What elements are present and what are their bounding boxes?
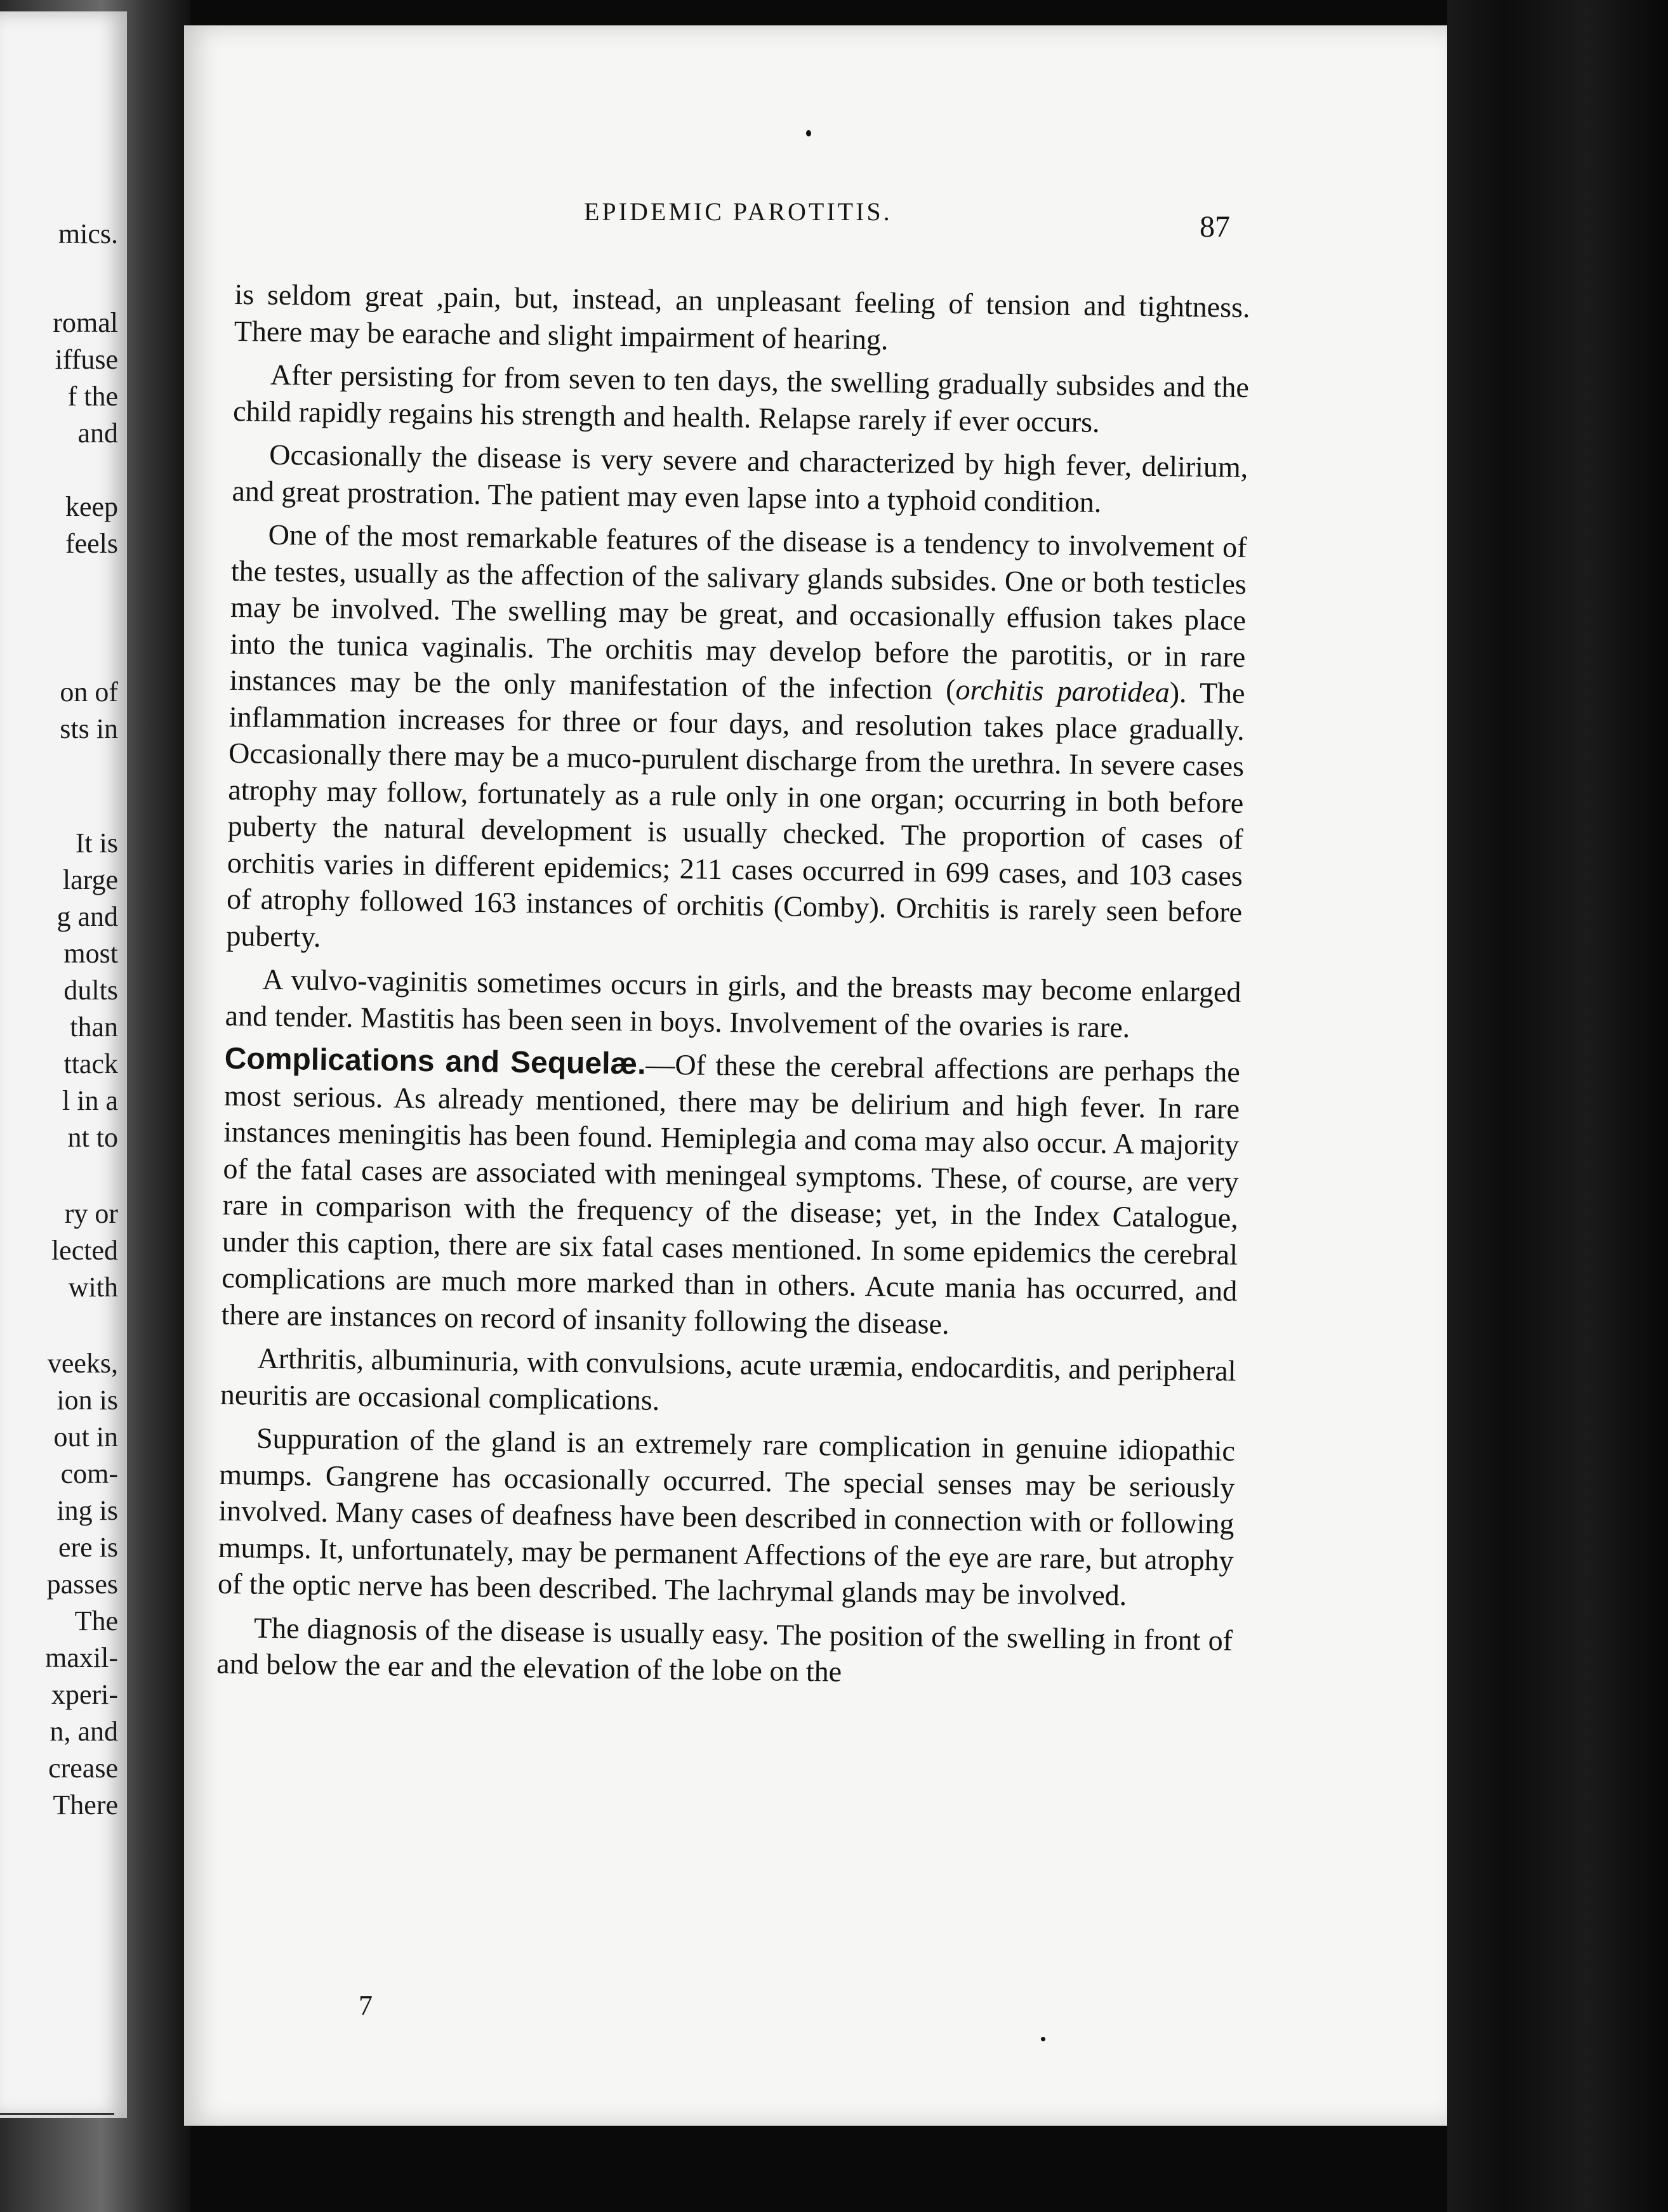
left-page-line: feels: [65, 528, 118, 559]
left-page-line: most: [63, 938, 118, 969]
left-page-line: ing is: [56, 1495, 118, 1526]
left-page-line: ttack: [63, 1048, 118, 1079]
page-number: 87: [1200, 210, 1230, 244]
left-page-line: It is: [75, 827, 118, 859]
left-page-line: n, and: [50, 1716, 118, 1747]
left-page-line: nt to: [67, 1122, 118, 1153]
scan-speck: [1041, 2037, 1045, 2041]
section-heading: Complications and Sequelæ.: [224, 1041, 646, 1081]
paragraph-2: After persisting for from seven to ten days, the swelling gradually subsides and the child rapidly regains his strength and health. Relapse rarely if ever occurs.: [232, 358, 1250, 438]
left-page-line: xperi-: [51, 1679, 118, 1710]
left-page-line: mics.: [58, 218, 118, 249]
left-page-line: on of: [60, 676, 118, 708]
paragraph-8: Suppuration of the gland is an extremely rare complication in genuine idiopathic mumps. Gangrene has occasionally occurred. The special senses may be seriously involved. Many cases of deafness have been described in connection with or following mumps. It, unfortunately, may be permanent Affections of the eye are rare, but atrophy of the optic nerve has been described. The lachrymal glands may be involved.: [217, 1421, 1236, 1612]
paragraph-1: is seldom great ,pain, but, instead, an unpleasant feeling of tension and tightness. There may be earache and slight impairment of hearing.: [234, 277, 1250, 355]
left-page-line: passes: [46, 1569, 118, 1600]
signature-mark: 7: [359, 1990, 373, 2021]
book-binding-right: [1447, 0, 1668, 2212]
left-page-line: iffuse: [55, 344, 118, 375]
left-page-line: lected: [51, 1235, 118, 1266]
left-page-line: g and: [56, 901, 118, 932]
left-page-line: sts in: [60, 713, 118, 744]
left-page-line: out in: [53, 1421, 118, 1452]
paragraph-4-text-b: ). The inflammation increases for three or four days, and resolution takes place gradually. Occasionally there may be a muco-purulent discharge from the urethra. In severe cases atrophy may follow, fortunately as a rule only in one organ; occurring in both before puberty the natural development is usually checked. The proportion of cases of orchitis varies in different epidemics; 211 cases occurred in 699 cases, and 103 cases of atrophy followed 163 instances of orchitis (Comby). Orchitis is rarely seen before puberty.: [226, 676, 1245, 953]
left-page-line: maxil-: [45, 1642, 118, 1673]
paragraph-5: A vulvo-vaginitis sometimes occurs in girls, and the breasts may become enlarged and tender. Mastitis has been seen in boys. Involvement of the ovaries is rare.: [225, 963, 1241, 1044]
body-text: [216, 276, 1250, 1702]
paragraph-4-text-a: One of the most remarkable features of the disease is a tendency to involvement of the testes, usually as the affection of the salivary glands subsides. One or both testicles may be involved. The swelling may be great, and occasionally effusion takes place into the tunica vaginalis. The orchitis may develop before the parotitis, or in rare instances may be the only manifestation of the infection (: [229, 518, 1247, 706]
left-page-line: ere is: [58, 1532, 118, 1563]
paragraph-3: Occasionally the disease is very severe and characterized by high fever, delirium, and great prostration. The patient may even lapse into a typhoid condition.: [232, 438, 1248, 518]
left-page-line: crease: [48, 1753, 118, 1784]
paragraph-7: Arthritis, albuminuria, with convulsions, acute uræmia, endocarditis, and peripheral neuritis are occasional complications.: [220, 1341, 1236, 1416]
running-head: EPIDEMIC PAROTITIS.: [584, 197, 892, 226]
left-page-line: com-: [60, 1458, 118, 1489]
left-page-line: ion is: [56, 1385, 118, 1416]
main-page: [184, 25, 1447, 2126]
left-page-line: than: [70, 1011, 118, 1043]
left-page-line: f the: [67, 381, 118, 412]
left-page-line: with: [68, 1272, 118, 1303]
left-page-rule: [0, 2113, 114, 2115]
left-page-line: l in a: [62, 1085, 118, 1116]
paragraph-4-italic: orchitis parotidea: [955, 673, 1170, 709]
left-page-line: veeks,: [47, 1348, 118, 1379]
left-page-line: romal: [53, 307, 118, 338]
paragraph-6: [221, 1041, 1240, 1346]
left-page-line: There: [53, 1789, 118, 1820]
left-page-line: The: [74, 1605, 118, 1636]
left-facing-page: [0, 11, 127, 2118]
left-page-line: keep: [65, 491, 118, 522]
left-page-line: ry or: [64, 1198, 118, 1229]
paragraph-9: The diagnosis of the disease is usually easy. The position of the swelling in front of and below the ear and the elevation of the lobe on the: [216, 1611, 1233, 1688]
left-page-line: large: [62, 864, 118, 895]
left-page-line: dults: [63, 975, 118, 1006]
paragraph-4: [226, 516, 1247, 967]
page-header: [184, 197, 1447, 244]
left-page-line: and: [77, 418, 118, 449]
scan-speck: [806, 130, 811, 136]
paragraph-6-text: —Of these the cerebral affections are perhaps the most serious. As already mentioned, there may be delirium and high fever. In rare instances meningitis has been found. Hemiplegia and coma may also occur. A majority of the fatal cases are associated with meningeal symptoms. These, of course, are very rare in comparison with the frequency of the disease; yet, in the Index Catalogue, under this caption, there are six fatal cases mentioned. In some epidemics the cerebral complications are much more marked than in others. Acute mania has occurred, and there are instances on record of insanity following the disease.: [221, 1048, 1241, 1340]
